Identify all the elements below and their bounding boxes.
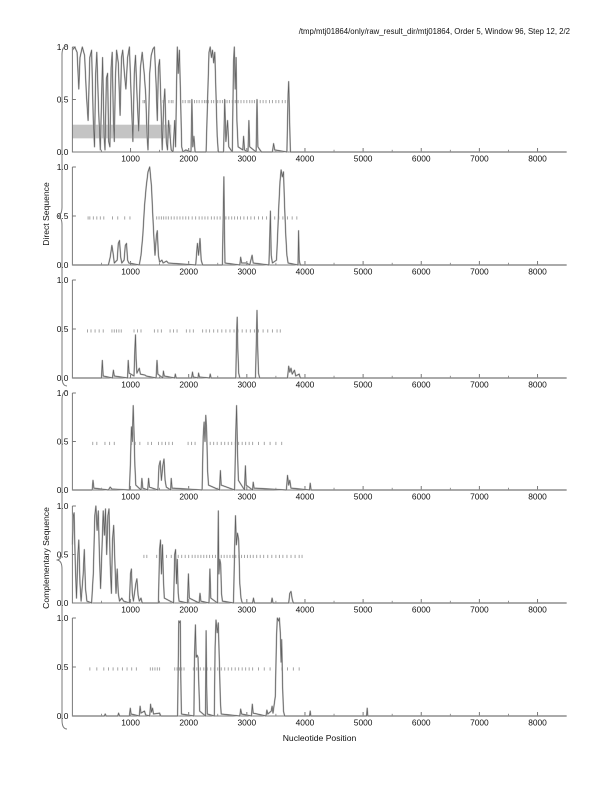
- subplot-6: [57, 613, 567, 728]
- subplot-5: [57, 501, 567, 615]
- x-tick-label: 1000: [121, 604, 140, 615]
- axis-spines: [72, 393, 566, 490]
- x-tick-label: 5000: [353, 604, 373, 615]
- x-tick-label: 3000: [237, 379, 257, 390]
- x-tick-label: 7000: [470, 153, 489, 164]
- x-tick-label: 4000: [295, 379, 315, 390]
- x-tick-label: 2000: [179, 266, 199, 277]
- highlight-region: [72, 125, 171, 139]
- x-tick-label: 4000: [295, 717, 315, 728]
- y-tick-label: 0.5: [56, 324, 69, 334]
- y-tick-label: 1.0: [56, 275, 69, 285]
- x-axis-label: Nucleotide Position: [282, 733, 357, 743]
- y-tick-label: 1.0: [56, 42, 69, 52]
- y-tick-label: 0.5: [56, 662, 69, 672]
- plot-title: /tmp/mtj01864/only/raw_result_dir/mtj01864, Order 5, Window 96, Step 12, 2/2: [298, 27, 570, 36]
- y-tick-label: 0.0: [56, 598, 69, 608]
- complementary-sequence-label: Complementary Sequence: [41, 507, 51, 609]
- y-tick-label: 1.0: [56, 162, 69, 172]
- x-tick-label: 5000: [353, 153, 373, 164]
- subplot-3: [57, 275, 567, 390]
- y-tick-label: 0.0: [56, 260, 69, 270]
- x-tick-label: 1000: [121, 266, 140, 277]
- x-tick-label: 8000: [528, 717, 547, 728]
- x-tick-label: 4000: [295, 491, 315, 502]
- axis-spines: [72, 618, 566, 716]
- x-tick-label: 2000: [179, 604, 199, 615]
- x-tick-label: 4000: [295, 604, 315, 615]
- x-tick-label: 1000: [121, 379, 140, 390]
- x-tick-label: 5000: [353, 717, 373, 728]
- x-tick-label: 8000: [528, 153, 547, 164]
- trace-line: [72, 618, 566, 716]
- x-tick-label: 5000: [353, 491, 373, 502]
- subplot-4: [57, 388, 567, 502]
- x-tick-label: 5000: [353, 266, 373, 277]
- x-tick-label: 6000: [411, 491, 431, 502]
- trace-halo: [72, 47, 566, 152]
- y-tick-label: 1.0: [56, 388, 69, 398]
- y-tick-label: 0.5: [56, 436, 69, 447]
- x-tick-label: 7000: [470, 266, 489, 277]
- x-tick-label: 6000: [411, 379, 431, 390]
- direct-sequence-label: Direct Sequence: [41, 182, 51, 246]
- x-tick-label: 7000: [470, 491, 489, 502]
- x-tick-label: 4000: [295, 153, 315, 164]
- x-tick-label: 4000: [295, 266, 315, 277]
- trace-halo: [72, 406, 566, 490]
- x-tick-label: 6000: [411, 153, 431, 164]
- x-tick-label: 3000: [237, 153, 257, 164]
- x-tick-label: 3000: [237, 491, 257, 502]
- x-tick-label: 7000: [470, 604, 489, 615]
- y-tick-label: 0.5: [56, 549, 69, 560]
- x-tick-label: 7000: [470, 717, 489, 728]
- y-tick-label: 1.0: [56, 501, 69, 511]
- x-tick-label: 8000: [528, 266, 547, 277]
- trace-halo: [72, 310, 566, 378]
- trace-halo: [72, 618, 566, 716]
- x-tick-label: 1000: [121, 491, 140, 502]
- x-tick-label: 7000: [470, 379, 489, 390]
- subplot-1: [57, 42, 567, 164]
- x-tick-label: 3000: [237, 604, 257, 615]
- trace-line: [72, 506, 566, 603]
- x-tick-label: 1000: [121, 717, 140, 728]
- trace-line: [72, 167, 566, 265]
- y-tick-label: 0.5: [56, 94, 69, 105]
- x-tick-label: 8000: [528, 491, 547, 502]
- trace-line: [72, 310, 566, 378]
- y-tick-label: 1.0: [56, 613, 69, 623]
- y-tick-label: 0.0: [56, 373, 69, 383]
- subplot-2: [57, 162, 567, 277]
- y-tick-label: 0.0: [56, 147, 69, 157]
- x-tick-label: 5000: [353, 379, 373, 390]
- x-tick-label: 2000: [179, 153, 199, 164]
- x-tick-label: 6000: [411, 717, 431, 728]
- x-tick-label: 6000: [411, 266, 431, 277]
- x-tick-label: 1000: [121, 153, 140, 164]
- x-tick-label: 6000: [411, 604, 431, 615]
- y-tick-label: 0.0: [56, 485, 69, 495]
- x-tick-label: 2000: [179, 491, 199, 502]
- y-tick-label: 0.0: [56, 711, 69, 721]
- x-tick-label: 8000: [528, 604, 547, 615]
- axis-spines: [72, 280, 566, 378]
- x-tick-label: 8000: [528, 379, 547, 390]
- trace-line: [72, 406, 566, 490]
- axis-spines: [72, 506, 566, 603]
- x-tick-label: 3000: [237, 266, 257, 277]
- y-tick-label: 0.5: [56, 211, 69, 221]
- x-tick-label: 2000: [179, 379, 199, 390]
- trace-halo: [72, 506, 566, 603]
- x-tick-label: 3000: [237, 717, 257, 728]
- x-tick-label: 2000: [179, 717, 199, 728]
